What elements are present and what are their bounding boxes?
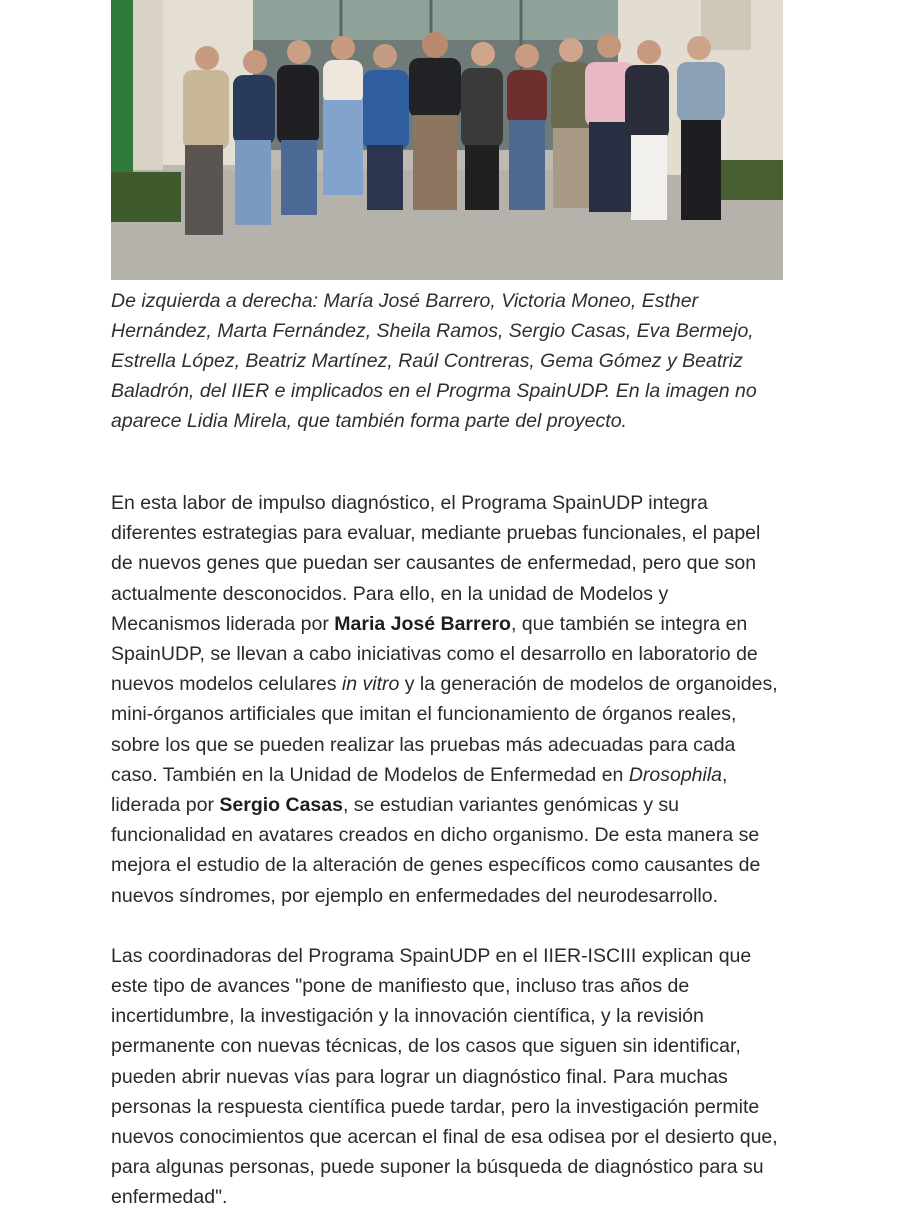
italic-term: Drosophila xyxy=(628,763,723,786)
italic-term: in vitro xyxy=(341,673,400,696)
body-paragraph-1 xyxy=(111,488,783,911)
person-name-bold: Sergio Casas xyxy=(219,794,343,817)
photo-caption: De izquierda a derecha: María José Barrero, Victoria Moneo, Esther Hernández, Marta Fernández, Sheila Ramos, Sergio Casas, Eva Bermejo, Estrella López, Beatriz Martínez, Raúl Contreras, Gema Gómez y Beatriz Baladrón, del IIER e implicados en el Progrma SpainUDP. En la imagen no aparece Lidia Mirela, que también forma parte del proyecto. xyxy=(111,290,757,432)
paragraph-text: , se estudian variantes genómicas y su funcionalidad en avatares creados en dicho organismo. De esta manera se mejora el estudio de la alteración de genes específicos como causantes de nuevos síndromes, por ejemplo en enfermedades del neurodesarrollo. xyxy=(111,794,761,907)
paragraph-text: En esta labor de impulso diagnóstico, el Programa SpainUDP integra diferentes estrategias para evaluar, mediante pruebas funcionales, el papel de nuevos genes que puedan ser causantes de enfermedad, pero que son actualmente desconocidos. Para ello, en la unidad de Modelos y Mecanismos liderada por xyxy=(111,492,761,635)
article xyxy=(111,0,783,1213)
group-photo xyxy=(111,0,783,280)
paragraph-text: y la generación de modelos de organoides, mini-órganos artificiales que imitan el funcionamiento de órganos reales, sobre los que se pueden realizar las pruebas más adecuadas para cada caso. También en la Unidad de Modelos de Enfermedad en xyxy=(111,673,778,786)
group-photo-illustration xyxy=(111,0,783,280)
paragraph-text: , que también se integra en SpainUDP, se llevan a cabo iniciativas como el desarrollo en laboratorio de nuevos modelos celulares xyxy=(111,612,758,696)
person-name-bold: Maria José Barrero xyxy=(334,612,511,635)
body-paragraph-2: Las coordinadoras del Programa SpainUDP en el IIER-ISCIII explican que este tipo de avances "pone de manifiesto que, incluso tras años de incertidumbre, la investigación y la innovación científica, y la revisión permanente con nuevas técnicas, de los casos que siguen sin identificar, pueden abrir nuevas vías para lograr un diagnóstico final. Para muchas personas la respuesta científica puede tardar, pero la investigación permite nuevos conocimientos que acercan el final de esa odisea por el desierto que, para algunas personas, puede suponer la búsqueda de diagnóstico para su enfermedad". xyxy=(111,944,778,1209)
paragraph-text: , liderada por xyxy=(111,763,728,817)
